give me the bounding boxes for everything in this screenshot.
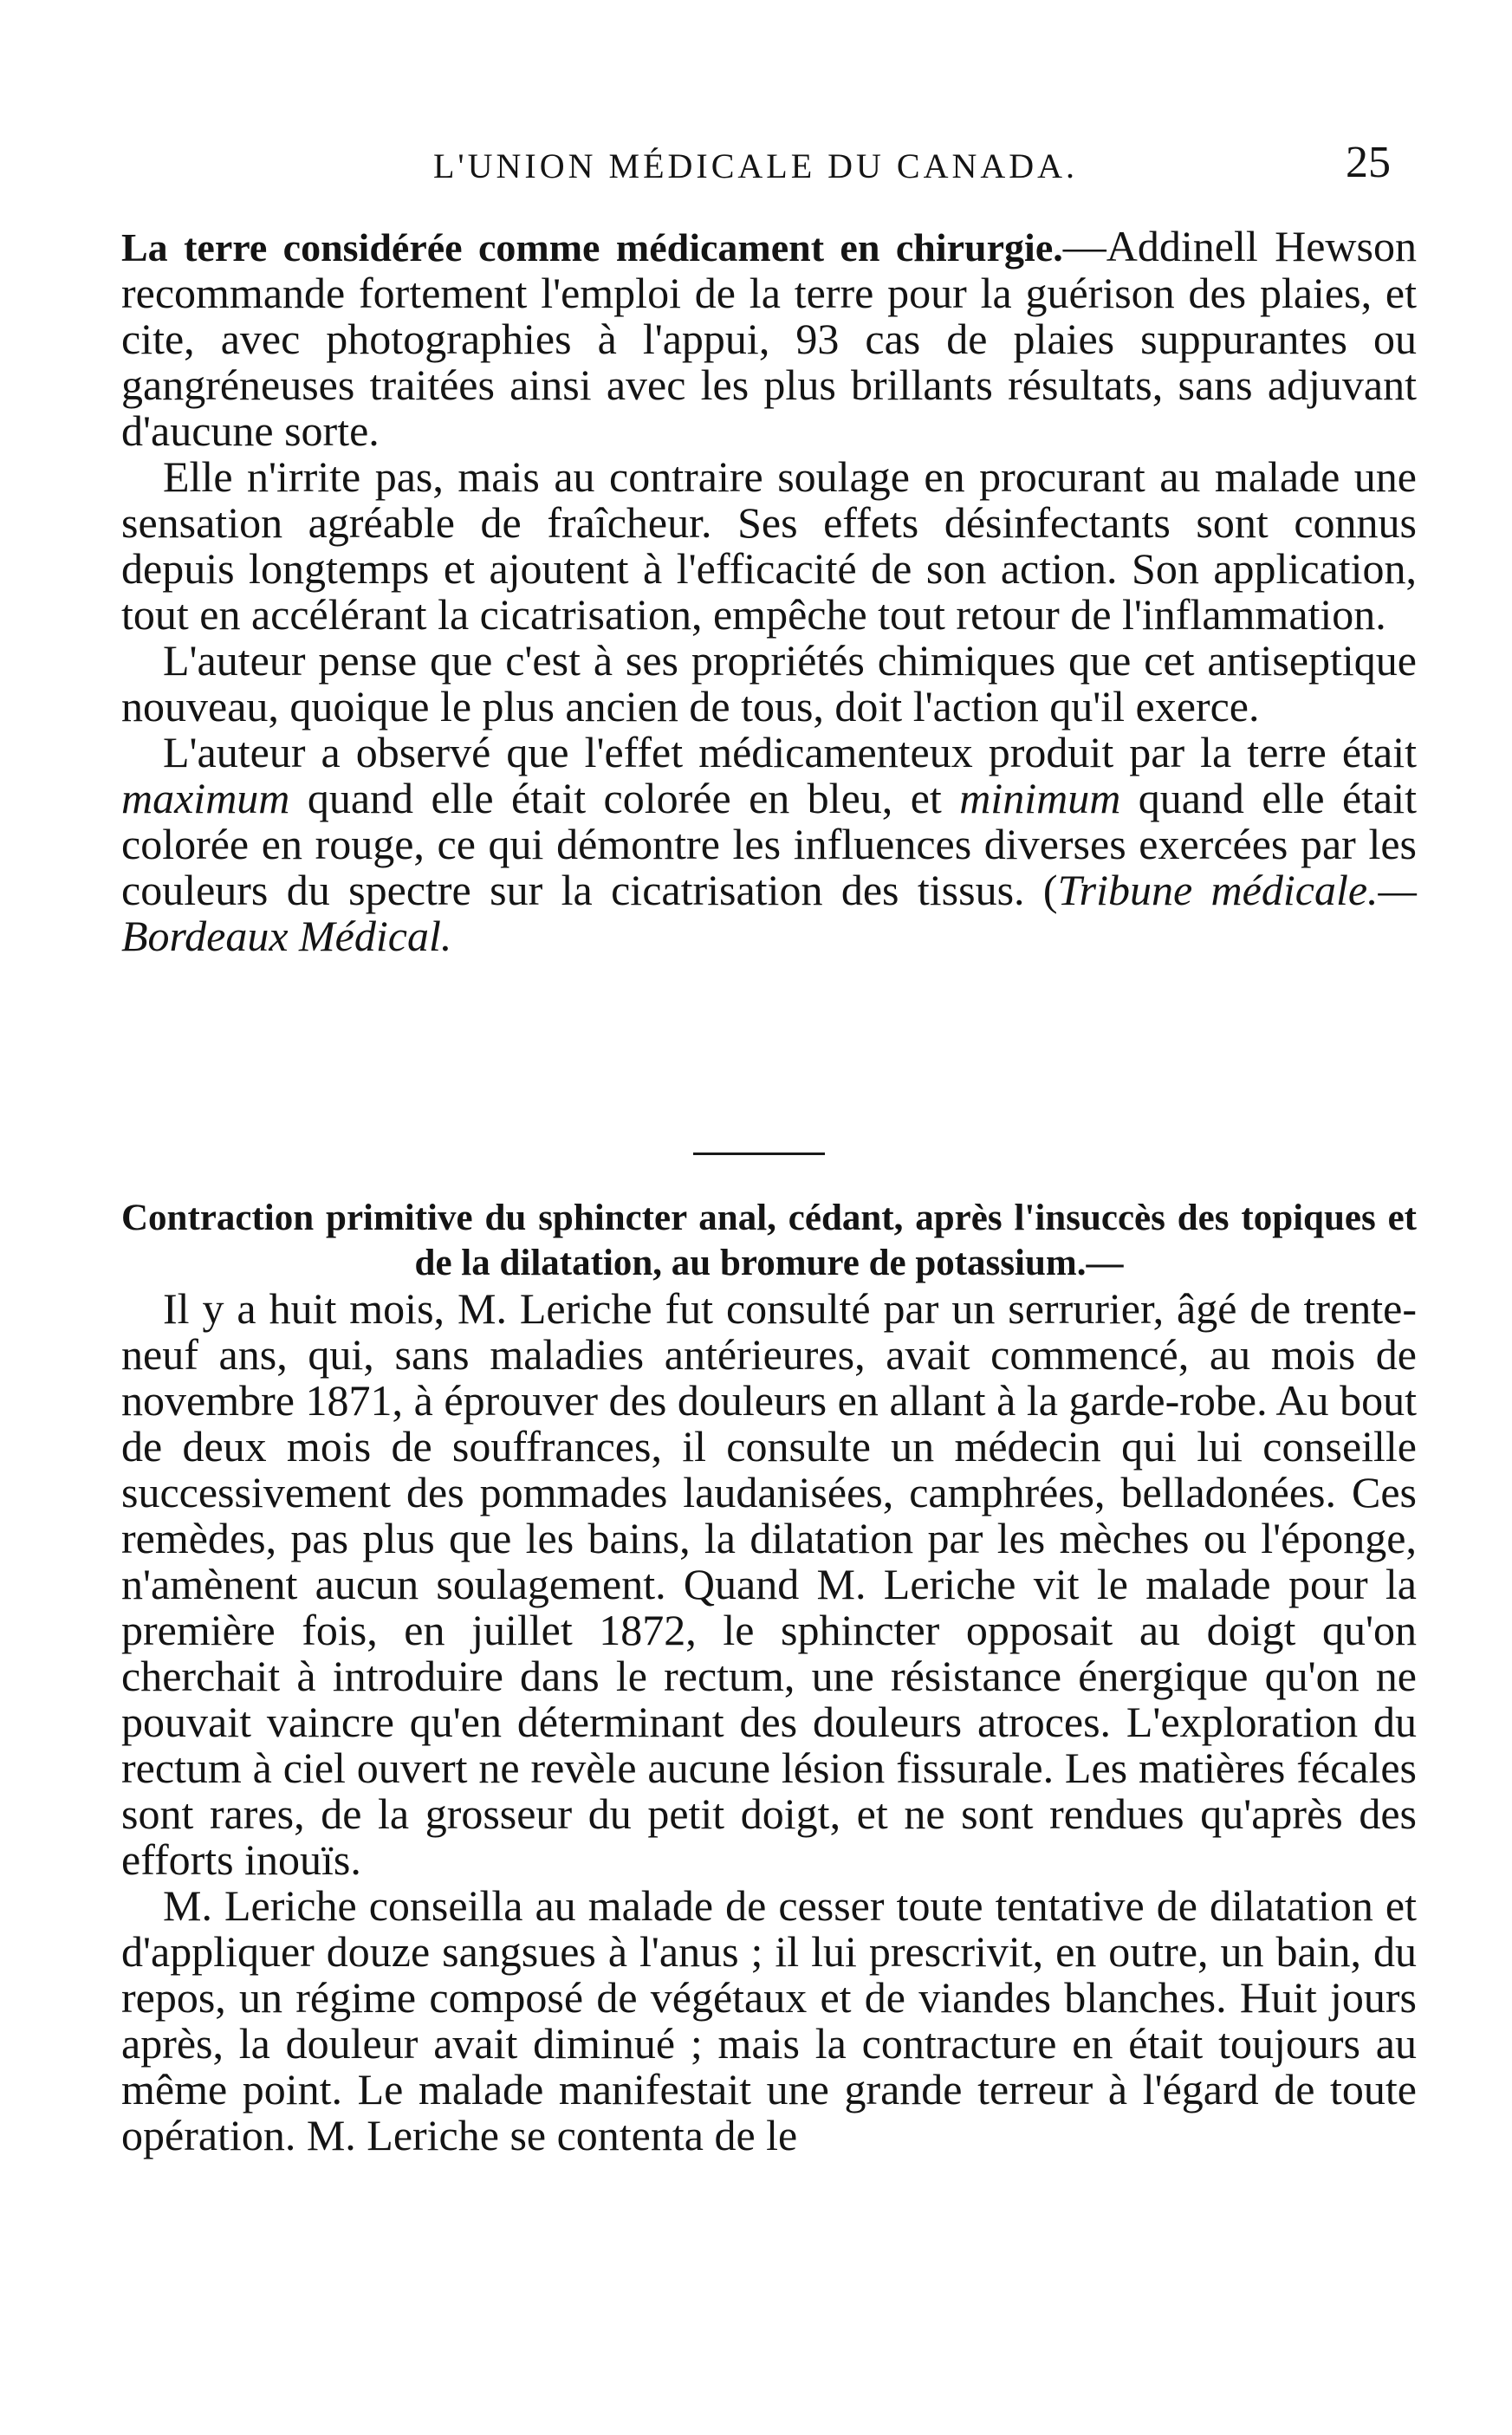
- article-terre-text-4c: quand elle était colorée en rouge, ce qui démontre les influences diverses exercées par les couleurs du spectre sur la cicatrisation des tissus. (: [121, 774, 1417, 914]
- article-terre-paragraph-4: [121, 730, 1417, 959]
- article-sphincter: [121, 1196, 1417, 2159]
- article-sphincter-paragraph-2: M. Leriche conseilla au malade de cesser toute tentative de dilatation et d'appliquer douze sangsues à l'anus ; il lui prescrivit, en outre, un bain, du repos, un régime composé de végétaux et de viandes blanches. Huit jours après, la douleur avait diminué ; mais la contracture en était toujours au même point. Le malade manifestait une grande terreur à l'égard de toute opération. M. Leriche se contenta de le: [121, 1881, 1417, 2159]
- emphasis-maximum: maximum: [121, 774, 290, 822]
- article-terre-text-1: —Addinell Hewson recommande fortement l'emploi de la terre pour la guérison des plaies, et cite, avec photographies à l'appui, 93 cas de plaies suppurantes ou gangréneuses traitées ainsi avec les plus brillants résultats, sans adjuvant d'aucune sorte.: [121, 222, 1418, 455]
- article-terre-source: Tribune médicale.—Bordeaux Médical.: [121, 866, 1417, 960]
- section-divider: [693, 1153, 825, 1155]
- article-sphincter-heading: Contraction primitive du sphincter anal, cédant, après l'insuccès des topiques et de la dilatation, au bromure de potassium.—: [121, 1198, 1417, 1283]
- article-terre-title: La terre considérée comme médicament en chirurgie.: [121, 225, 1063, 269]
- article-terre: [121, 224, 1417, 959]
- article-terre-text-4b: quand elle était colorée en bleu, et: [289, 774, 960, 822]
- emphasis-minimum: minimum: [959, 774, 1121, 822]
- article-terre-text-4a: L'auteur a observé que l'effet médicamenteux produit par la terre était: [163, 728, 1417, 776]
- article-terre-paragraph-1: [121, 224, 1417, 454]
- running-title: L'UNION MÉDICALE DU CANADA.: [433, 146, 1079, 185]
- article-terre-paragraph-3: L'auteur pense que c'est à ses propriétés chimiques que cet antiseptique nouveau, quoique le plus ancien de tous, doit l'action qu'il exerce.: [121, 636, 1417, 730]
- page-number: 25: [1346, 138, 1391, 187]
- article-sphincter-paragraph-1: Il y a huit mois, M. Leriche fut consulté par un serrurier, âgé de trente-neuf ans, qui, sans maladies antérieures, avait commencé, au mois de novembre 1871, à éprouver des douleurs en allant à la garde-robe. Au bout de deux mois de souffrances, il consulte un médecin qui lui conseille successivement des pommades laudanisées, camphrées, belladonées. Ces remèdes, pas plus que les bains, la dilatation par les mèches ou l'éponge, n'amènent aucun soulagement. Quand M. Leriche vit le malade pour la première fois, en juillet 1872, le sphincter opposait au doigt qu'on cherchait à introduire dans le rectum, une résistance énergique qu'on ne pouvait vaincre qu'en déterminant des douleurs atroces. L'exploration du rectum à ciel ouvert ne revèle aucune lésion fissurale. Les matières fécales sont rares, de la grosseur du petit doigt, et ne sont rendues qu'après des efforts inouïs.: [121, 1284, 1417, 1884]
- article-terre-paragraph-2: Elle n'irrite pas, mais au contraire soulage en procurant au malade une sensation agréable de fraîcheur. Ses effets désinfectants sont connus depuis longtemps et ajoutent à l'efficacité de son action. Son application, tout en accélérant la cicatrisation, empêche tout retour de l'inflammation.: [121, 452, 1417, 639]
